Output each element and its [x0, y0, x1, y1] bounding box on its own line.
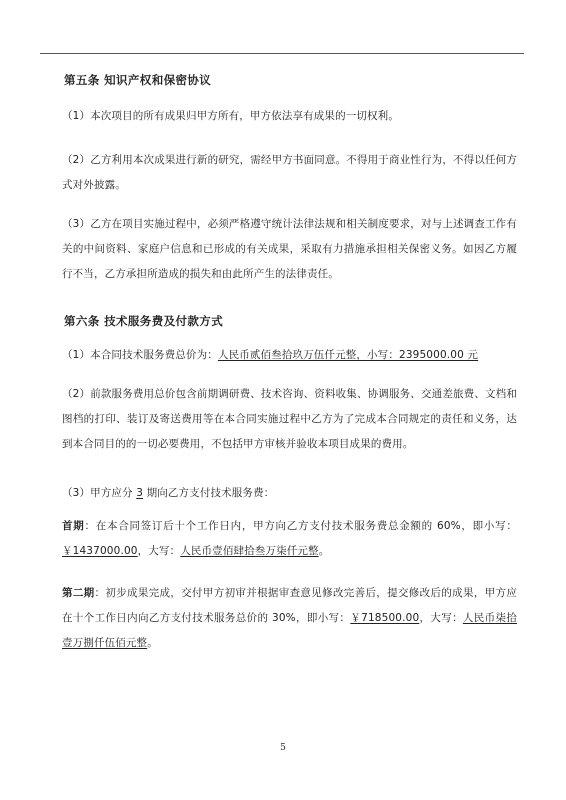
clause-1-prefix: （1）本合同技术服务费总价为： [62, 349, 218, 361]
article5-clause-2: （2）乙方利用本次成果进行新的研究，需经甲方书面同意。不得用于商业性行为，不得以任何方式对外披露。 [62, 154, 517, 191]
article6-heading: 第六条 技术服务费及付款方式 [64, 314, 224, 328]
article6-clause-3 [62, 481, 517, 506]
first-installment-mid: ，大写： [137, 545, 181, 557]
second-installment-mid: ，大写： [419, 612, 463, 624]
page-number: 5 [280, 743, 286, 753]
article6-clause-2: （2）前款服务费用总价包含前期调研费、技术咨询、资料收集、协调服务、交通差旅费、文档和图档的打印、装订及寄送费用等在本合同实施过程中乙方为了完成本合同规定的责任和义务，达到本合同目的的一切必要费用，不包括甲方审核并验收本项目成果的费用。 [62, 388, 517, 450]
clause-3-prefix: （3）甲方应分 [62, 487, 133, 499]
article5-heading: 第五条 知识产权和保密协议 [64, 73, 212, 87]
first-installment-end: 。 [318, 545, 330, 557]
header-rule [40, 53, 524, 54]
first-installment-small: ￥1437000.00 [62, 545, 138, 557]
first-installment [62, 514, 517, 564]
article5-clause-3: （3）乙方在项目实施过程中，必须严格遵守统计法律法规和相关制度要求，对与上述调查工作有关的中间资料、家庭户信息和已形成的有关成果，采取有力措施承担相关保密义务。如因乙方履行不当，乙方承担所造成的损失和由此所产生的法律责任。 [62, 218, 517, 280]
first-installment-big: 人民币壹佰肆拾叁万柒仟元整 [180, 545, 319, 557]
clause-3-suffix: 期向乙方支付技术服务费： [146, 487, 275, 499]
total-fee-amount: 人民币贰佰叁拾玖万伍仟元整，小写：2395000.00 元 [217, 349, 479, 361]
second-installment [62, 581, 517, 656]
first-installment-text: ：在本合同签订后十个工作日内，甲方向乙方支付技术服务费总金额的 60%，即小写： [84, 520, 517, 532]
second-installment-end: 。 [147, 637, 158, 649]
second-installment-text: ：初步成果完成，交付甲方初审并根据审查意见修改完善后，提交修改后的成果，甲方应在十个工作日内向乙方支付技术服务总价的 30%，即小写： [62, 587, 517, 624]
first-installment-label: 首期 [62, 520, 85, 532]
second-installment-small: ￥718500.00 [350, 612, 420, 624]
article5-clause-1: （1）本次项目的所有成果归甲方所有，甲方依法享有成果的一切权利。 [62, 110, 399, 122]
installment-count: 3 [136, 487, 144, 499]
article6-clause-1 [62, 343, 517, 368]
second-installment-big: 人民币柒拾壹万捌仟伍佰元整 [62, 612, 518, 649]
second-installment-label: 第二期 [62, 587, 95, 599]
